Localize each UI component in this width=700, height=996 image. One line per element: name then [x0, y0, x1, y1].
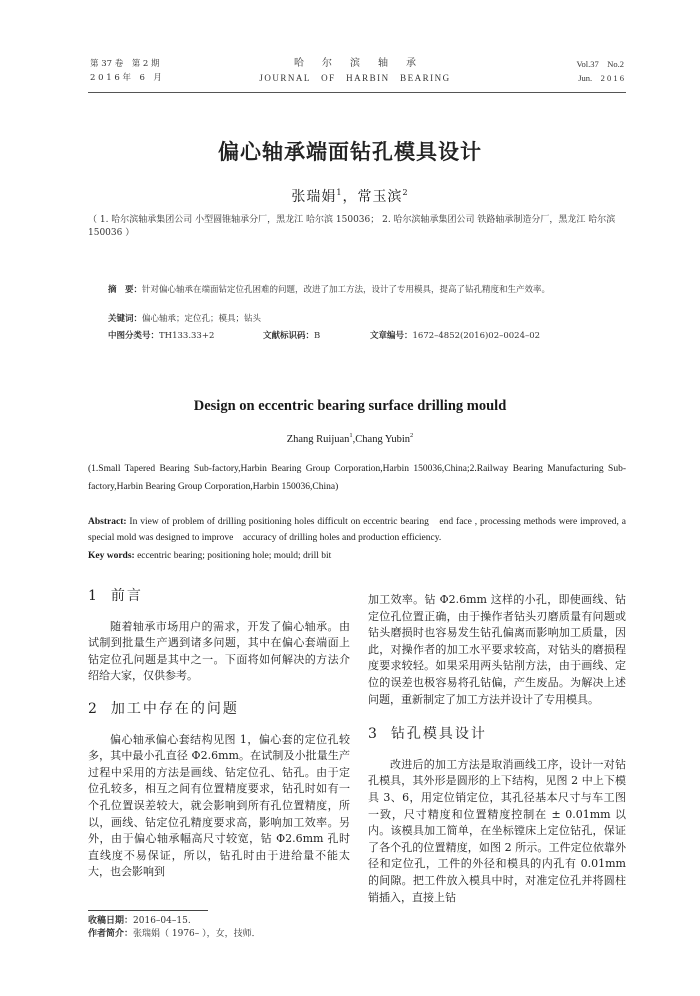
section-3-heading — [368, 726, 626, 743]
abstract-en-text: In view of problem of drilling positioning holes difficult on eccentric bearing end face , processing methods were improved, a special mold was designed to improve accuracy of drilling holes and production efficiency. — [88, 517, 626, 543]
doc-value: B — [314, 331, 321, 341]
author-separator: ， — [342, 189, 358, 205]
header-right — [576, 57, 624, 85]
keywords-en-label: Key words: — [88, 551, 135, 561]
authors-cn — [0, 186, 700, 206]
header-volume-en: Vol.37 No.2 — [576, 59, 624, 69]
author-1-en-superscript: 1 — [349, 432, 353, 439]
art-value: 1672–4852(2016)02–0024–02 — [412, 331, 541, 341]
header-divider — [88, 92, 626, 93]
section-3-paragraph: 改进后的加工方法是取消画线工序，设计一对钻孔模具，其外形是圆形的上下结构，见图 2 中上下模具 3、6，用定位销定位，其孔径基本尺寸与车工图一致，尺寸精度和位置精度控制在 ± 0.01mm 以内。该模具加工简单，在坐标镗床上定位钻孔，保证了各个孔的位置精度，如图 2 所示。工件定位依靠外径和定位孔，工件的外径和模具的内孔有 0.01mm 的间隙。把工件放入模具中时，对准定位孔并将圆柱销插入，直接上钻 — [368, 757, 626, 904]
keywords-cn-label: 关键词： — [108, 314, 143, 324]
section-2-title: 加工中存在的问题 — [110, 700, 239, 717]
bio-value: 张瑞娟（ 1976– ），女，技师． — [133, 929, 261, 939]
clc-number — [108, 330, 214, 343]
doc-label: 文献标识码： — [263, 331, 315, 341]
left-column — [88, 588, 350, 881]
header-journal — [250, 57, 460, 85]
section-2-heading — [88, 701, 350, 718]
header-date-cn: 2 0 1 6 年 6 月 — [90, 73, 162, 83]
authors-en — [0, 432, 700, 445]
author-1-en: Zhang Ruijuan — [286, 434, 350, 445]
section-2-paragraph-1: 偏心轴承偏心套结构见图 1，偏心套的定位孔较多，其中最小孔直径 Φ2.6mm。在试制及小批量生产过程中采用的方法是画线、钻定位孔、钻孔。由于定位孔较多，相互之间有位置精度要求，钻孔时如有一个孔位置误差较大，就会影响到所有孔位置精度，所以，画线、钻定位孔精度要求高，影响加工效率。另外，由于偏心轴承幅高尺寸较宽，钻 Φ2.6mm 孔时直线度不易保证，所以，钻孔时由于进给量不能太大，也会影响到 — [88, 732, 350, 879]
author-2-superscript: 2 — [402, 188, 409, 197]
bio-label: 作者简介： — [88, 929, 134, 939]
paper-title-cn: 偏心轴承端面钻孔模具设计 — [218, 140, 482, 164]
header-volume-cn: 第 37 卷 第 2 期 — [90, 59, 160, 69]
art-label: 文章编号： — [370, 331, 413, 341]
keywords-cn — [108, 313, 608, 326]
section-2-number: 2 — [88, 700, 99, 717]
footnote — [88, 915, 350, 941]
keywords-en-text: eccentric bearing; positioning hole; mould; drill bit — [134, 551, 332, 561]
header-left — [90, 57, 162, 85]
section-1-heading — [88, 588, 350, 605]
received-date — [88, 915, 350, 928]
paper-title-en: Design on eccentric bearing surface drilling mould — [193, 398, 507, 414]
abstract-cn — [108, 284, 608, 297]
document-code — [263, 330, 320, 343]
clc-label: 中图分类号： — [108, 331, 160, 341]
keywords-en — [88, 548, 626, 564]
author-2-en-superscript: 2 — [410, 432, 414, 439]
abstract-cn-text: 针对偏心轴承在端面钻定位孔困难的问题，改进了加工方法，设计了专用模具，提高了钻孔精度和生产效率。 — [142, 285, 551, 295]
section-3-number: 3 — [368, 726, 379, 743]
author-2-cn: 常玉滨 — [357, 189, 403, 205]
footnote-divider — [88, 910, 208, 911]
received-label: 收稿日期： — [88, 916, 134, 926]
received-value: 2016–04–15. — [133, 916, 191, 926]
abstract-cn-label: 摘 要： — [108, 285, 143, 295]
header-date-en: Jun. 2 0 1 6 — [578, 73, 624, 83]
author-en-separator: , — [352, 434, 356, 445]
author-1-superscript: 1 — [336, 188, 343, 197]
journal-name-en: JOURNAL OF HARBIN BEARING — [259, 73, 451, 83]
section-1-number: 1 — [88, 588, 99, 604]
author-1-cn: 张瑞娟 — [291, 189, 337, 205]
clc-value: TH133.33+2 — [159, 331, 215, 341]
abstract-en-label: Abstract: — [88, 517, 127, 527]
journal-name-cn: 哈尔滨轴承 — [294, 58, 434, 69]
author-bio — [88, 928, 350, 941]
author-2-en: Chang Yubin — [355, 434, 411, 445]
section-1-title: 前言 — [110, 588, 143, 604]
affiliation-cn: （ 1. 哈尔滨轴承集团公司 小型圆锥轴承分厂，黑龙江 哈尔滨 150036； 2. 哈尔滨轴承集团公司 铁路轴承制造分厂，黑龙江 哈尔滨 150036 ） — [88, 215, 616, 238]
right-column — [368, 592, 626, 906]
section-3-title: 钻孔模具设计 — [390, 726, 487, 743]
abstract-en — [88, 514, 626, 546]
article-number — [370, 330, 540, 343]
keywords-cn-text: 偏心轴承；定位孔；模具；钻头 — [142, 314, 262, 324]
affiliation-en: (1.Small Tapered Bearing Sub-factory,Harbin Bearing Group Corporation,Harbin 150036,China;2.Railway Bearing Manufacturing Sub-factory,Harbin Bearing Group Corporation,Harbin 150036,China) — [88, 464, 626, 492]
section-2-paragraph-continued: 加工效率。钻 Φ2.6mm 这样的小孔，即使画线、钻定位孔位置正确，由于操作者钻头刃磨质量有问题或钻头磨损时也容易发生钻孔偏离而影响加工质量，因此，对操作者的加工水平要求较高，对钻头的磨损程度要求较轻。如果采用两头钻削方法，由于画线、定位的误差也极容易将孔钻偏，产生废品。为解决上述问题，重新制定了加工方法并设计了专用模具。 — [368, 593, 626, 706]
section-1-paragraph: 随着轴承市场用户的需求，开发了偏心轴承。由试制到批量生产遇到诸多问题，其中在偏心套端面上钻定位孔问题是其中之一。下面将如何解决的方法介绍给大家，仅供参考。 — [88, 619, 350, 683]
